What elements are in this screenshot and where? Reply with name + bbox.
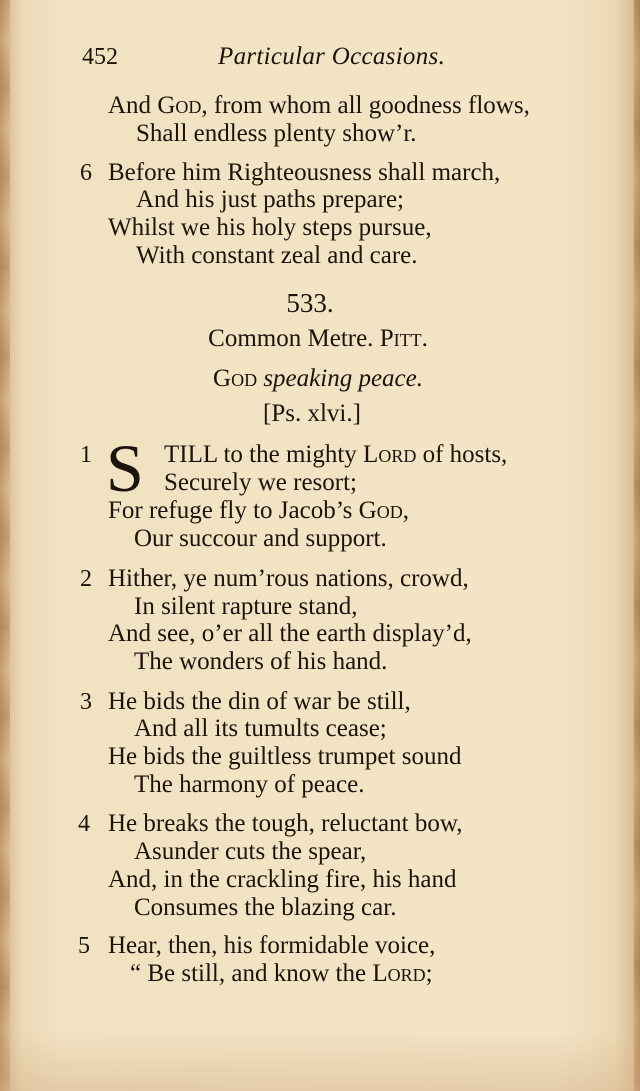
verse2-line-3: And see, o’er all the earth display’d,: [108, 620, 472, 647]
verse6-line-1: Before him Righteousness shall march,: [108, 159, 501, 186]
verse1-line-2: Securely we resort;: [164, 469, 357, 496]
verse-number-3: 3: [80, 689, 92, 715]
page-edge-left: [0, 0, 10, 1091]
verse5-line-2: “ Be still, and know the Lord;: [130, 960, 433, 987]
verse-number-1: 1: [80, 442, 92, 468]
drop-cap: S: [106, 430, 144, 506]
verse3-line-4: The harmony of peace.: [134, 771, 365, 798]
verse2-line-2: In silent rapture stand,: [134, 593, 358, 620]
verse1-line-4: Our succour and support.: [134, 525, 387, 552]
verse2-line-1: Hither, ye num’rous nations, crowd,: [108, 565, 469, 592]
verse3-line-2: And all its tumults cease;: [134, 715, 387, 742]
hymn-meter: Common Metre. Pitt.: [208, 325, 428, 352]
verse4-line-2: Asunder cuts the spear,: [134, 838, 367, 865]
verse-number-6: 6: [80, 160, 92, 186]
verse1-line-3: For refuge fly to Jacob’s God,: [108, 497, 409, 524]
verse6-line-2: And his just paths prepare;: [136, 186, 405, 213]
prev-line-2: Shall endless plenty show’r.: [136, 120, 417, 147]
verse2-line-4: The wonders of his hand.: [134, 648, 388, 675]
verse4-line-3: And, in the crackling fire, his hand: [108, 866, 457, 893]
verse6-line-3: Whilst we his holy steps pursue,: [108, 214, 432, 241]
hymn-number: 533.: [286, 288, 334, 318]
verse4-line-1: He breaks the tough, reluctant bow,: [108, 810, 463, 837]
hymn-subject: God speaking peace.: [213, 365, 423, 392]
prev-line-1: And God, from whom all goodness flows,: [108, 92, 530, 119]
verse3-line-3: He bids the guiltless trumpet sound: [108, 743, 462, 770]
verse-number-5: 5: [78, 933, 90, 959]
page-number: 452: [82, 44, 118, 70]
verse5-line-1: Hear, then, his formidable voice,: [108, 932, 436, 959]
psalm-reference: [Ps. xlvi.]: [263, 400, 361, 427]
verse4-line-4: Consumes the blazing car.: [134, 894, 397, 921]
verse6-line-4: With constant zeal and care.: [136, 242, 418, 269]
verse3-line-1: He bids the din of war be still,: [108, 688, 411, 715]
verse-number-4: 4: [78, 811, 90, 837]
verse-number-2: 2: [80, 566, 92, 592]
page-edge-right: [634, 0, 640, 1091]
page-bottom-shade: [0, 1031, 640, 1091]
running-head: Particular Occasions.: [218, 43, 446, 70]
verse1-line-1: TILL to the mighty Lord of hosts,: [164, 441, 508, 468]
